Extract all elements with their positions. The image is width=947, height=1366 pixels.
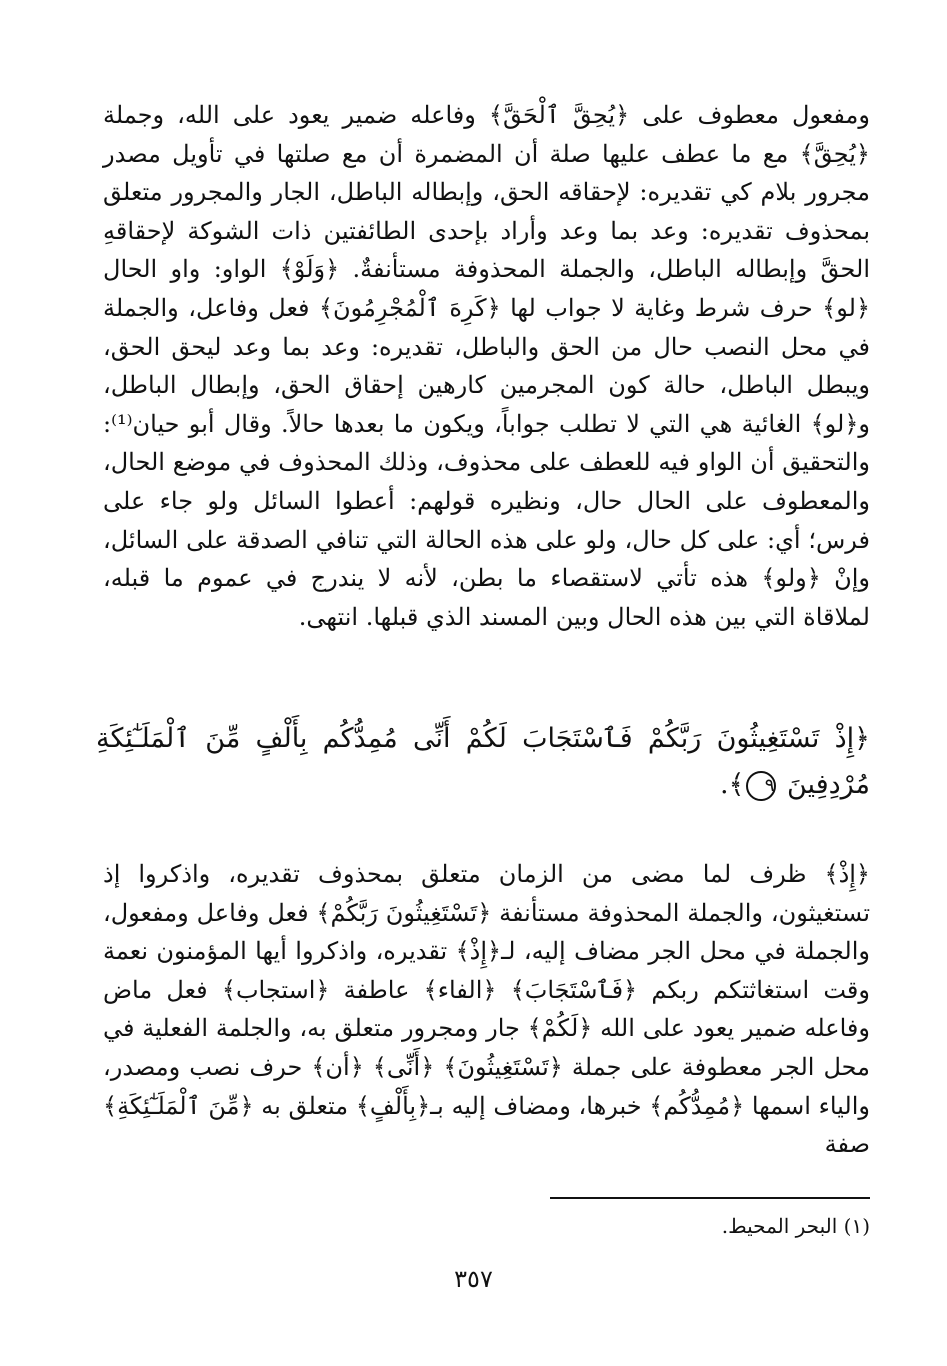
footnote-separator [550,1197,870,1199]
commentary-paragraph-1: ومفعول معطوف على ﴿يُحِقَّ ٱلْحَقَّ﴾ وفاعله ضمير يعود على الله، وجملة ﴿يُحِقَّ﴾ مع ما عطف عليها صلة أن المضمرة أن مع صلتها في تأويل مصدر مجرور بلام كي تقديره: لإحقاقه الحق، وإبطاله الباطل، الجار والمجرور متعلق بمحذوف تقديره: وعد بما وعد وأراد بإحدى الطائفتين ذات الشوكة لإحقاقهِ الحقَّ وإبطاله الباطل، والجملة المحذوفة مستأنفةٌ. ﴿وَلَوْ﴾ الواو: واو الحال ﴿لو﴾ حرف شرط وغاية لا جواب لها ﴿كَرِهَ ٱلْمُجْرِمُونَ﴾ فعل وفاعل، والجملة في محل النصب حال من الحق والباطل، تقديره: وعد بما وعد ليحق الحق، ويبطل الباطل، حالة كون المجرمين كارهين إحقاق الحق، وإبطال الباطل، و﴿لو﴾ الغائية هي التي لا تطلب جواباً، ويكون ما بعدها حالاً. وقال أبو حيان⁽¹⁾: والتحقيق أن الواو فيه للعطف على محذوف، وذلك المحذوف في موضع الحال، والمعطوف على الحال حال، ونظيره قولهم: أعطوا السائل ولو جاء على فرس؛ أي: على كل حال، ولو على هذه الحالة التي تنافي الصدقة على السائل، وإنْ ﴿ولو﴾ هذه تأتي لاستقصاء ما بطن، لأنه لا يندرج في عموم ما قبله، لملاقاة التي بين هذه الحال وبين المسند الذي قبلها. انتهى. [103,101,871,631]
footnote: (١) البحر المحيط. [721,1214,870,1238]
verse-number-medallion: ٩ [746,771,776,801]
verse-text: ﴿إِذْ تَسْتَغِيثُونَ رَبَّكُمْ فَٱسْتَجَابَ لَكُمْ أَنِّى مُمِدُّكُم بِأَلْفٍ مِّنَ ٱلْمَلَـٰٓئِكَةِ مُرْدِفِينَ [96,723,870,800]
commentary-paragraph-2: ﴿إِذْ﴾ ظرف لما مضى من الزمان متعلق بمحذوف تقديره، واذكروا إذ تستغيثون، والجملة المحذوفة مستأنفة ﴿تَسْتَغِيثُونَ رَبَّكُمْ﴾ فعل وفاعل ومفعول، والجملة في محل الجر مضاف إليه، لـ﴿إِذْ﴾ تقديره، واذكروا أيها المؤمنون نعمة وقت استغاثتكم ربكم ﴿فَٱسْتَجَابَ﴾ ﴿الفاء﴾ عاطفة ﴿استجاب﴾ فعل ماض وفاعله ضمير يعود على الله ﴿لَكُمْ﴾ جار ومجرور متعلق به، والجلمة الفعلية في محل الجر معطوفة على جملة ﴿تَسْتَغِيثُونَ﴾ ﴿أَنِّى﴾ ﴿أن﴾ حرف نصب ومصدر، والياء اسمها ﴿مُمِدُّكُم﴾ خبرها، ومضاف إليه بـ﴿بِأَلْفٍ﴾ متعلق به ﴿مِّنَ ٱلْمَلَـٰٓئِكَةِ﴾ صفة [103,860,871,1159]
verse-end-bracket: ﴾. [720,769,745,800]
page-number: ٣٥٧ [454,1265,493,1293]
quran-verse [96,716,870,808]
